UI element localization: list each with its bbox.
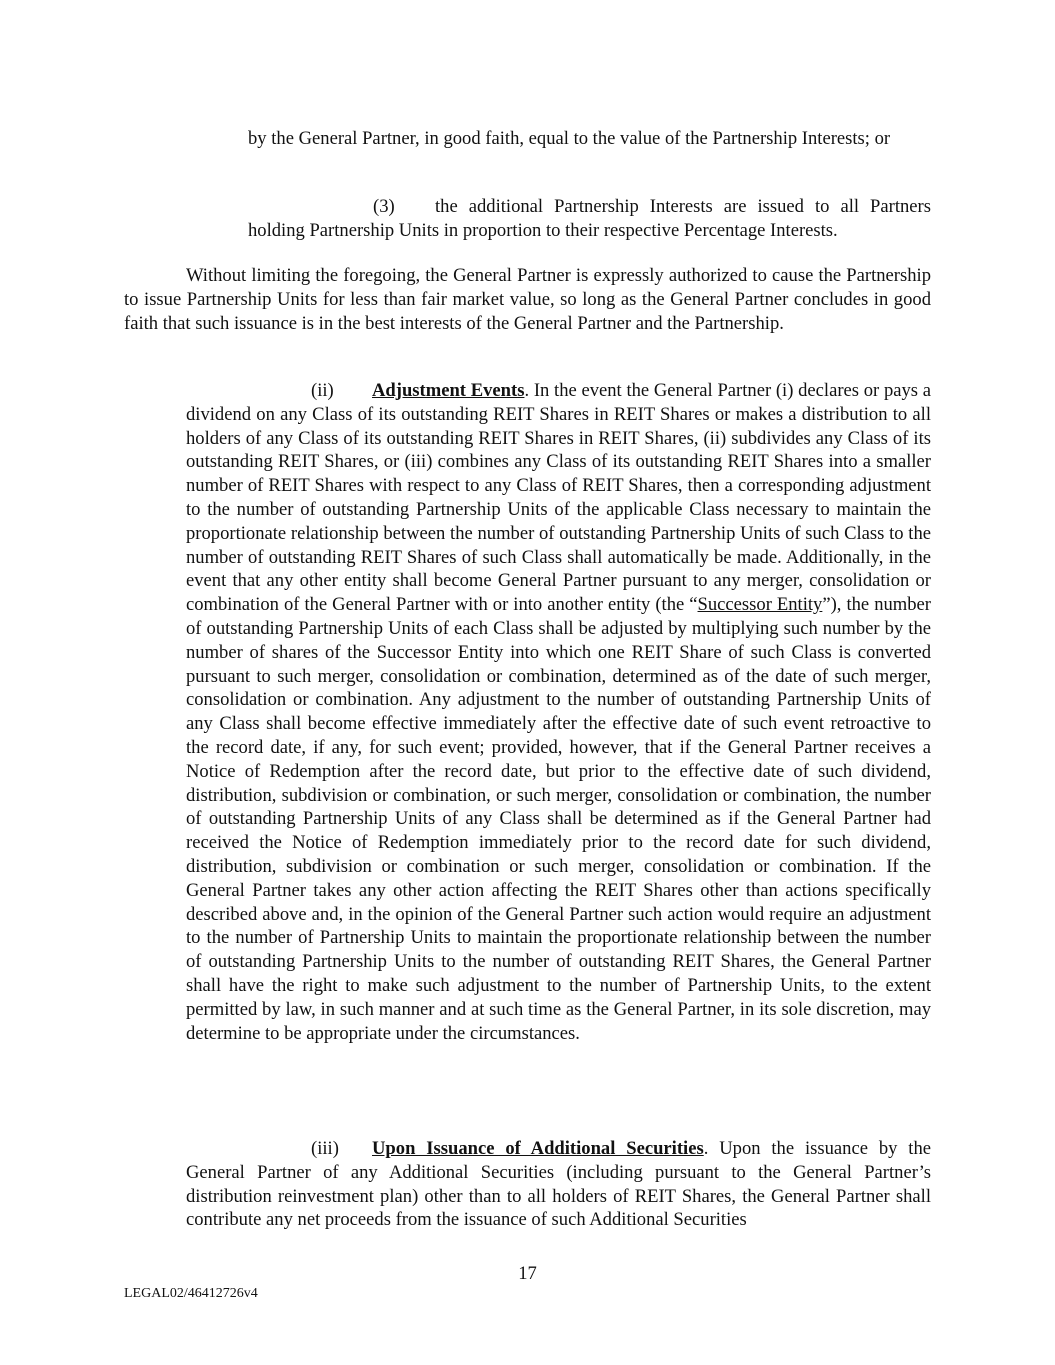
- paragraph-authorization: Without limiting the foregoing, the General Partner is expressly authorized to cause the Partnership to issue Partnership Units for less than fair market value, so long as the General Partner concludes in good faith that such issuance is in the best interests of the General Partner and the Partnership.: [124, 265, 931, 334]
- page-number: 17: [518, 1263, 537, 1284]
- section-ii-number: (ii): [311, 380, 334, 401]
- paragraph-continuation: by the General Partner, in good faith, equal to the value of the Partnership Interests; or: [248, 128, 891, 149]
- clause-3-text: the additional Partnership Interests are issued to all Partners holding Partnership Units in proportion to their respective Percentage Interests.: [248, 196, 931, 241]
- section-ii-heading: Adjustment Events: [372, 380, 525, 401]
- section-iii-heading: Upon Issuance of Additional Securities: [372, 1138, 704, 1159]
- section-iii-additional-securities: [186, 1137, 931, 1232]
- section-ii-adjustment-events: [186, 379, 931, 1045]
- section-iii-text: . Upon the issuance by the General Partner of any Additional Securities (including pursuant to the General Partner’s distribution reinvestment plan) other than to all holders of REIT Shares, the General Partner shall contribute any net proceeds from the issuance of such Additional Securities: [186, 1138, 931, 1231]
- section-iii-number: (iii): [311, 1138, 339, 1159]
- clause-3-number: (3): [373, 196, 395, 217]
- defined-term-successor-entity: Successor Entity: [697, 594, 823, 616]
- section-ii-text-b: ”), the number of outstanding Partnership Units of each Class shall be adjusted by multiplying such number by the number of shares of the Successor Entity into which one REIT Share of such Class is converted pursuant to such merger, consolidation or combination, determined as of the date of such merger, consolidation or combination. Any adjustment to the number of outstanding Partnership Units of any Class shall become effective immediately after the effective date of such event retroactive to the record date, if any, for such event; provided, however, that if the General Partner receives a Notice of Redemption after the record date, but prior to the effective date of such dividend, distribution, subdivision or combination, or such merger, consolidation or combination, the number of outstanding Partnership Units of any Class shall be determined as if the General Partner had received the Notice of Redemption immediately prior to the record date for such dividend, distribution, subdivision or combination or such merger, consolidation or combination. If the General Partner takes any other action affecting the REIT Shares other than actions specifically described above and, in the opinion of the General Partner such action would require an adjustment to the number of Partnership Units to maintain the proportionate relationship between the number of outstanding Partnership Units to the number of outstanding REIT Shares, the General Partner shall have the right to make such adjustment to the number of Partnership Units, to the extent permitted by law, in such manner and at such time as the General Partner, in its sole discretion, may determine to be appropriate under the circumstances.: [186, 594, 931, 1044]
- clause-3: [248, 195, 931, 243]
- document-id: LEGAL02/46412726v4: [124, 1286, 258, 1301]
- section-ii-text-a: . In the event the General Partner (i) declares or pays a dividend on any Class of its outstanding REIT Shares in REIT Shares or makes a distribution to all holders of any Class of its outstanding REIT Shares in REIT Shares, (ii) subdivides any Class of its outstanding REIT Shares, or (iii) combines any Class of its outstanding REIT Shares into a smaller number of REIT Shares with respect to any Class of REIT Shares, then a corresponding adjustment to the number of outstanding Partnership Units of the applicable Class necessary to maintain the proportionate relationship between the number of outstanding Partnership Units of such Class to the number of outstanding REIT Shares of such Class shall automatically be made. Additionally, in the event that any other entity shall become General Partner pursuant to any merger, consolidation or combination of the General Partner with or into another entity (the “: [186, 380, 932, 616]
